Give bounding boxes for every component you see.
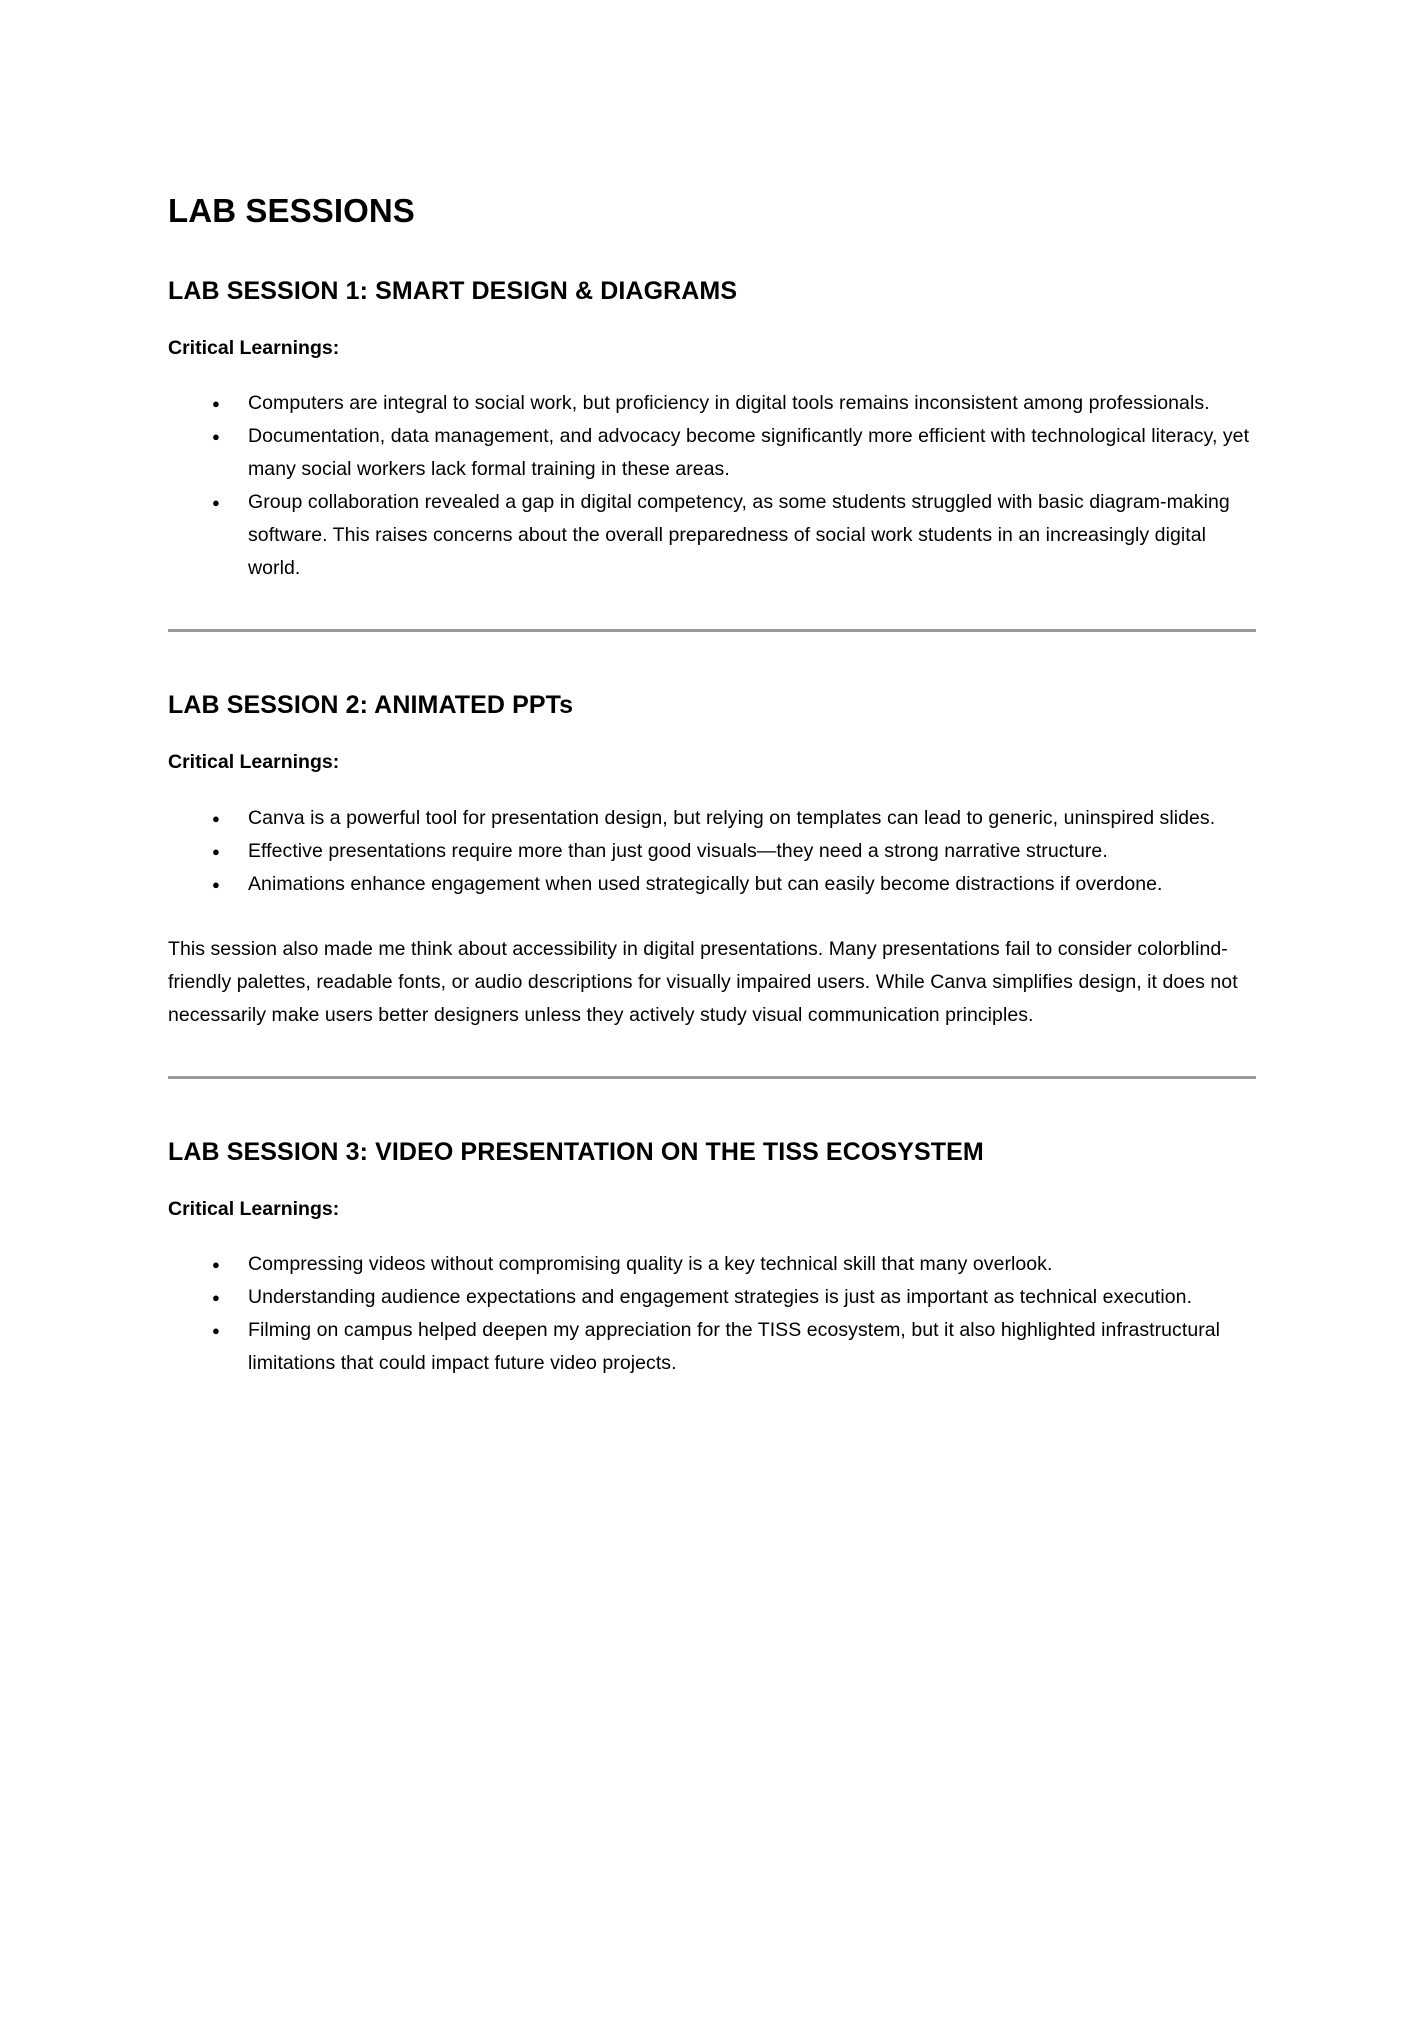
spacer: [168, 632, 1258, 690]
section-heading-3: LAB SESSION 3: VIDEO PRESENTATION ON THE TISS ECOSYSTEM: [168, 1137, 984, 1166]
list-item: ● Filming on campus helped deepen my appreciation for the TISS ecosystem, but it also highlighted infrastructural limitations that could impact future video projects.: [168, 1314, 1258, 1380]
section-2-paragraph: This session also made me think about accessibility in digital presentations. Many presentations fail to consider colorblind-friendly palettes, readable fonts, or audio descriptions for visually impaired users. While Canva simplifies design, it does not necessarily make users better designers unless they actively study visual communication principles.: [168, 937, 1238, 1026]
list-item: ● Understanding audience expectations and engagement strategies is just as important as technical execution.: [168, 1281, 1258, 1314]
list-item: ● Computers are integral to social work, but proficiency in digital tools remains inconsistent among professionals.: [168, 387, 1258, 420]
bullet-list-1: [168, 387, 1258, 585]
section-heading-2: LAB SESSION 2: ANIMATED PPTs: [168, 691, 574, 720]
spacer: [168, 1032, 1258, 1076]
lab-session-1-section: [168, 276, 1258, 585]
lab-session-2-section: [168, 690, 1258, 1031]
spacer: [168, 901, 1258, 933]
list-item: ● Group collaboration revealed a gap in digital competency, as some students struggled with basic diagram-making software. This raises concerns about the overall preparedness of social work students in an increasingly digital world.: [168, 486, 1258, 585]
list-item: ● Animations enhance engagement when used strategically but can easily become distractions if overdone.: [168, 868, 1258, 901]
bullet-list-3: [168, 1248, 1258, 1380]
critical-learnings-label-3: Critical Learnings:: [168, 1197, 340, 1220]
spacer: [168, 1079, 1258, 1137]
critical-learnings-label-1: Critical Learnings:: [168, 336, 340, 359]
lab-session-3-section: [168, 1137, 1258, 1380]
critical-learnings-label-2: Critical Learnings:: [168, 751, 340, 774]
list-item: ● Documentation, data management, and advocacy become significantly more efficient with technological literacy, yet many social workers lack formal training in these areas.: [168, 420, 1258, 486]
list-item: ● Canva is a powerful tool for presentation design, but relying on templates can lead to generic, uninspired slides.: [168, 802, 1258, 835]
spacer: [168, 585, 1258, 629]
list-item: ● Effective presentations require more than just good visuals—they need a strong narrative structure.: [168, 835, 1258, 868]
list-item: ● Compressing videos without compromising quality is a key technical skill that many overlook.: [168, 1248, 1258, 1281]
section-heading-1: LAB SESSION 1: SMART DESIGN & DIAGRAMS: [168, 276, 738, 305]
page-title: LAB SESSIONS: [168, 192, 415, 229]
document-content: [168, 192, 1258, 1380]
bullet-list-2: [168, 802, 1258, 901]
